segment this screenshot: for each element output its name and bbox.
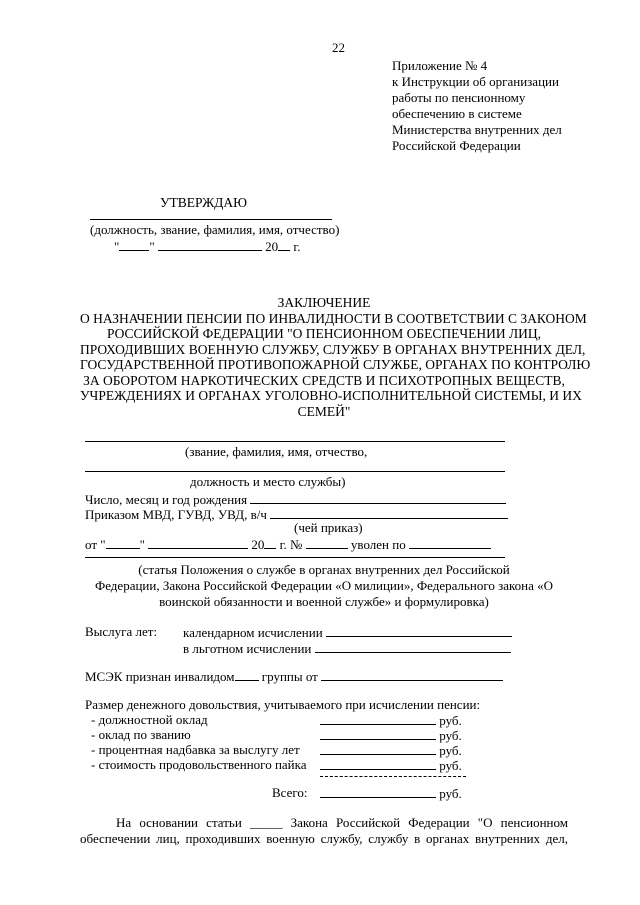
disability-group-blank [235,668,259,681]
order-caption: (чей приказ) [294,520,363,535]
page-number: 22 [332,40,345,55]
allowance-item-amount: руб. [320,757,462,773]
approver-line [90,219,332,220]
title-line: СЕМЕЙ" [297,403,351,419]
title-line: РОССИЙСКОЙ ФЕДЕРАЦИИ "О ПЕНСИОННОМ ОБЕСПЕЧЕНИИ ЛИЦ, [106,326,542,341]
title-line: УЧРЕЖДЕНИЯХ И ОРГАНАХ УГОЛОВНО-ИСПОЛНИТЕЛЬНОЙ СИСТЕМЫ, И ИХ [80,388,582,403]
allowance-item-amount: руб. [320,712,462,728]
order-date-field: от " " 20 г. № уволен по [85,536,491,552]
month-blank [158,238,262,251]
statute-line [85,557,505,558]
service-line [85,471,505,472]
service-caption: должность и место службы) [190,474,346,489]
appendix-line: работы по пенсионному [392,90,526,105]
approver-caption: (должность, звание, фамилия, имя, отчество) [90,222,340,237]
title-line: ЗА ОБОРОТОМ НАРКОТИЧЕСКИХ СРЕДСТВ И ПСИХОТРОПНЫХ ВЕЩЕСТВ, [83,372,565,388]
allowance-item-label: - процентная надбавка за выслугу лет [91,742,300,757]
name-line [85,441,505,442]
appendix-line: Российской Федерации [392,138,521,153]
basis-line-1: На основании статьи _____ Закона Российской Федерации "О пенсионном [116,815,568,830]
allowance-item-amount: руб. [320,742,462,758]
title-heading: ЗАКЛЮЧЕНИЕ [277,295,371,310]
basis-line-2: обеспечении лиц, проходивших военную службу, службу в органах внутренних дел, [80,831,568,846]
total-separator [320,776,466,777]
document-title [80,295,591,419]
total-label: Всего: [272,785,308,800]
birth-blank [250,491,506,504]
year-blank [278,238,290,251]
allowance-item-label: - оклад по званию [91,727,191,742]
dismissal-reason-blank [409,536,491,549]
title-line: ПРОХОДИВШИХ ВОЕННУЮ СЛУЖБУ, СЛУЖБУ В ОРГАНАХ ВНУТРЕННИХ ДЕЛ, [80,341,586,357]
appendix-block [392,58,562,154]
appendix-line: Приложение № 4 [392,58,488,73]
appendix-line: обеспечению в системе [392,106,522,121]
seniority-label: Выслуга лет: [85,624,158,639]
order-day-blank [106,536,140,549]
approve-date: " " 20 г. [114,239,301,254]
appendix-line: Министерства внутренних дел [392,122,562,137]
total-amount: руб. [320,785,462,801]
title-line: О НАЗНАЧЕНИИ ПЕНСИИ ПО ИНВАЛИДНОСТИ В СООТВЕТСТВИИ С ЗАКОНОМ [80,310,587,326]
msek-field: МСЭК признан инвалидом группы от [85,668,503,684]
birth-label: Число, месяц и год рождения [85,492,248,507]
title-line: ГОСУДАРСТВЕННОЙ ПРОТИВОПОЖАРНОЙ СЛУЖБЕ, ОРГАНАХ ПО КОНТРОЛЮ [80,357,591,372]
preferential-blank [315,640,511,653]
appendix-line: к Инструкции об организации [392,74,559,89]
birth-field [85,491,506,507]
statute-caption: (статья Положения о службе в органах внутренних дел Российской Федерации, Закона Российской Федерации «О милиции», Федерального закона «О воинской обязанности и военной службе» и формулировка) [94,562,554,609]
allowance-item-label: - стоимость продовольственного пайка [91,757,307,772]
allowance-heading: Размер денежного довольствия, учитываемого при исчислении пенсии: [85,697,481,712]
order-month-blank [148,536,248,549]
allowance-item-amount: руб. [320,727,462,743]
allowance-item-label: - должностной оклад [91,712,208,727]
msek-date-blank [321,668,503,681]
calendar-blank [326,624,512,637]
order-label: Приказом МВД, ГУВД, УВД, в/ч [85,507,267,522]
order-year-blank [264,536,276,549]
order-blank [270,506,508,519]
approve-label: УТВЕРЖДАЮ [160,195,248,210]
day-blank [119,238,149,251]
order-number-blank [306,536,348,549]
seniority-calendar: календарном исчислении [183,624,512,640]
seniority-preferential: в льготном исчислении [183,640,511,656]
name-caption: (звание, фамилия, имя, отчество, [185,444,368,459]
